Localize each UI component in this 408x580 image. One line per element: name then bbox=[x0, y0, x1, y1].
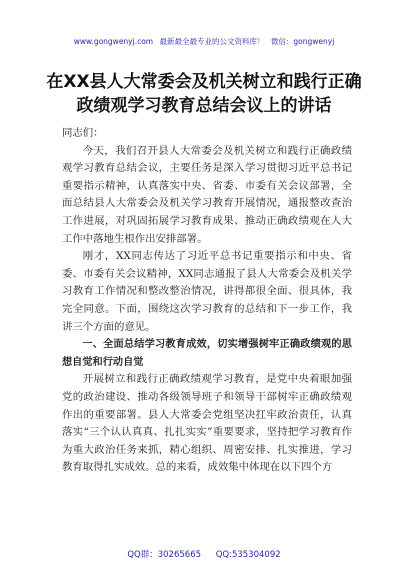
paragraph-agenda: 刚才，XX同志传达了习近平总书记重要指示和中央、省委、市委有关会议精神，XX同志通报了县人大常委会及机关学习教育工作情况和整改整治情况，讲得都很全面、很具体，我完全同意。下面，围绕这次学习教育的总结和下一步工作，我讲三个方面的意见。 bbox=[62, 250, 352, 333]
document-title: 在XX县人大常委会及机关树立和践行正确政绩观学习教育总结会议上的讲话 bbox=[46, 72, 362, 116]
salutation: 同志们： bbox=[62, 127, 104, 139]
section-heading: 一、全面总结学习教育成效，切实增强树牢正确政绩观的思想自觉和行动自觉 bbox=[62, 339, 352, 368]
paragraph-section-one: 开展树立和践行正确政绩观学习教育，是党中央着眼加强党的政治建设、推动各级领导班子和领导干部树牢正确政绩观作出的重要部署。县人大常委会党组坚决扛牢政治责任，认真落实“三个认认真真、扎扎实实”重要要求，坚持把学习教育作为重大政治任务来抓，精心组织、周密安排、扎实推进，学习教育取得扎实成效。总的来看，成效集中体现在以下四个方 bbox=[62, 373, 352, 474]
header-slogan: 最新最全最专业的公文资料库！ bbox=[159, 37, 265, 46]
header-wechat: 微信：gongwenyj bbox=[270, 37, 335, 46]
header-site-link[interactable]: www.gongwenyj.com bbox=[73, 37, 154, 46]
page-header bbox=[0, 36, 408, 47]
footer-qq: QQ:535304092 bbox=[215, 550, 281, 560]
paragraph-opening: 今天，我们召开县人大常委会及机关树立和践行正确政绩观学习教育总结会议，主要任务是深入学习贯彻习近平总书记重要指示精神，认真落实中央、省委、市委有关会议部署，全面总结县人大常委会及机关学习教育开展情况，通报整改查治工作进展，对巩固拓展学习教育成果、推动正确政绩观在人大工作中落地生根作出安排部署。 bbox=[62, 144, 352, 245]
document-body bbox=[62, 125, 352, 477]
footer-qq-group: QQ群：30265665 bbox=[127, 550, 202, 560]
page-footer bbox=[0, 548, 408, 560]
